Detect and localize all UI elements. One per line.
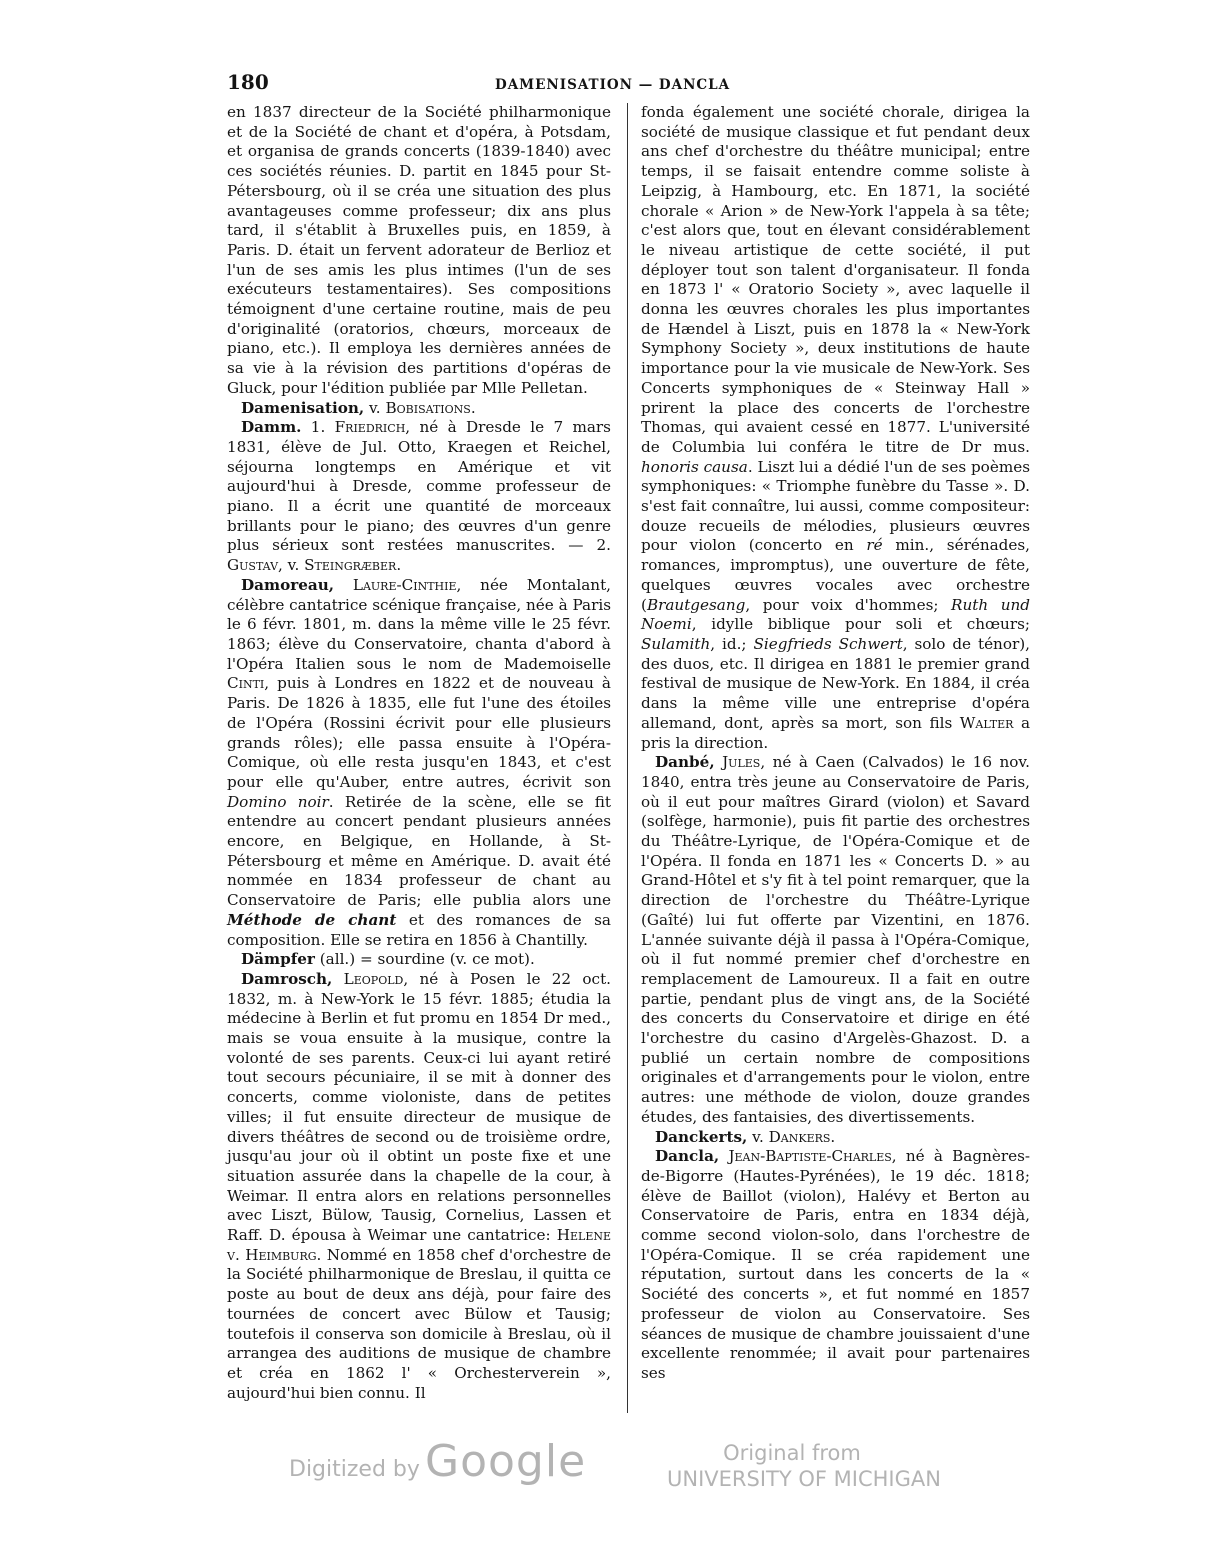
work-title: Domino noir — [227, 792, 329, 811]
person-name: Cinti — [227, 674, 265, 693]
entry-dampfer — [227, 950, 611, 970]
page-number: 180 — [227, 70, 269, 94]
musical-key: ré — [866, 536, 883, 555]
cross-reference: Dankers — [768, 1127, 831, 1146]
entry-text: , puis à Londres en 1822 et de nouveau à Paris. De 1826 à 1835, elle fut l'une des étoiles de l'Opéra (Rossini écrivit pour elle plusieurs grands rôles); elle passa ensuite à l'Opéra-Comique, où elle resta jusqu'en 1843, et c'est pour elle qu'Auber, entre autres, écrivit son — [227, 674, 611, 791]
entry-text: , né à Posen le 22 oct. 1832, m. à New-York le 15 févr. 1885; étudia la médecine à Berlin et fut promu en 1854 Dr med., mais se voua ensuite à la musique, contre la volonté de ses parents. Ceux-ci lui ayant retiré tout secours pécuniaire, il se mit à donner des concerts, comme violoniste, dans de petites villes; il fut ensuite directeur de musique de divers théâtres de second ou de troisième ordre, jusqu'au jour où il obtint un poste fixe et une situation assurée dans la chapelle de la cour, à Weimar. Il entra alors en relations personnelles avec Liszt, Bülow, Tausig, Cornelius, Lassen et Raff. D. épousa à Weimar une cantatrice: — [227, 969, 611, 1245]
digitized-by-text: Digitized by — [289, 1457, 420, 1482]
entry-text: min., sérénades, romances, impromptus), une ouverture de fête, quelques œuvres vocales avec orchestre ( — [641, 536, 1030, 614]
column-rule — [627, 103, 628, 1413]
latin-phrase: honoris causa — [641, 457, 748, 476]
original-from-text: Original from — [723, 1441, 861, 1465]
work-title: Méthode de chant — [227, 910, 397, 929]
entry-text: 1. — [301, 418, 335, 437]
entry-text: . — [470, 398, 476, 417]
work-title: Siegfrieds Schwert — [753, 634, 903, 653]
person-name: Friedrich — [334, 418, 406, 437]
entry-text: . Nommé en 1858 chef d'orchestre de la Société philharmonique de Breslau, il quitta ce poste au bout de deux ans déjà, pour faire des tournées de concert avec Bülow et Tausig; toutefois il conserva son domicile à Breslau, où il arrangea des auditions de musique de chambre et créa en 1862 l' « Orchesterverein », aujourd'hui bien connu. Il — [227, 1245, 612, 1402]
entry-text — [715, 753, 722, 771]
headword: Dancla, — [655, 1147, 720, 1166]
headword: Damenisation, — [241, 398, 365, 417]
entry-text: , pour voix d'hommes; — [745, 595, 952, 614]
paragraph-continuation — [641, 103, 1030, 753]
entry-text: , idylle biblique pour soli et chœurs; — [691, 615, 1030, 634]
entry-danbe — [641, 753, 1030, 1127]
work-title: Ruth und Noemi — [641, 595, 1030, 634]
entry-text: . Liszt lui a dédié l'un de ses poèmes symphoniques: « Triomphe funèbre du Tasse ». D. s'est fait connaître, lui aussi, comme compositeur: douze recueils de mélodies, plusieurs œuvres pour violon (concerto en — [641, 457, 1031, 555]
entry-text: . Retirée de la scène, elle se fit entendre au concert pendant plusieurs années encore, en Belgique, en Hollande, à St-Pétersbourg et même en Amérique. D. avait été nommée en 1834 professeur de chant au Conservatoire de Paris; elle publia alors une — [227, 792, 612, 910]
person-name: Gustav — [227, 556, 279, 575]
entry-text: et des romances de sa composition. Elle se retira en 1856 à Chantilly. — [227, 910, 611, 949]
entry-text: , né à Bagnères-de-Bigorre (Hautes-Pyrénées), le 19 déc. 1818; élève de Baillot (violon), Halévy et Berton au Conservatoire de Paris, entra en 1834 déjà, comme second violon-solo, dans l'orchestre de l'Opéra-Comique. Il se créa rapidement une réputation, surtout dans les concerts de la « Société des concerts », et fut nommé en 1857 professeur de violon au Conservatoire. Ses séances de musique de chambre jouissaient d'une excellente renommée; il avait pour partenaires ses — [641, 1147, 1031, 1382]
entry-text: . — [830, 1127, 836, 1146]
entry-text: , v. — [278, 556, 305, 575]
entry-text: , solo de ténor), des duos, etc. Il dirigea en 1881 le premier grand festival de musique de New-York. En 1884, il créa dans la même ville une entreprise d'opéra allemand, dont, après sa mort, son fils — [641, 634, 1030, 732]
headword: Dämpfer — [241, 950, 315, 969]
entry-damm — [227, 418, 611, 576]
entry-danckerts — [641, 1128, 1030, 1148]
paragraph-continuation: en 1837 directeur de la Société philharmonique et de la Société de chant et d'opéra, à Potsdam, et organisa de grands concerts (1839-1840) avec ces sociétés réunies. D. partit en 1845 pour St-Pétersbourg, où il se créa une situation des plus avantageuses comme professeur; dix ans plus tard, il s'établit à Bruxelles puis, en 1859, à Paris. D. était un fervent adorateur de Berlioz et l'un de ses amis les plus intimes (l'un de ses exécuteurs testamentaires). Ses compositions témoignent d'une certaine routine, mais de peu d'originalité (oratorios, chœurs, morceaux de piano, etc.). Il employa les dernières années de sa vie à la révision des partitions d'opéras de Gluck, pour l'édition publiée par Mlle Pelletan. — [227, 103, 611, 397]
entry-damenisation — [227, 399, 611, 419]
digitized-by-watermark — [289, 1436, 586, 1487]
person-name: Helene v. Heimburg — [227, 1226, 611, 1264]
entry-text — [334, 576, 353, 594]
google-logo-text: Google — [425, 1436, 587, 1487]
person-name: Jules — [722, 753, 761, 772]
headword: Damm. — [241, 418, 302, 437]
left-column — [227, 103, 611, 1403]
original-from-watermark — [667, 1440, 941, 1492]
person-name: Walter — [959, 713, 1014, 732]
entry-text: , née Montalant, célèbre cantatrice scénique française, née à Paris le 6 févr. 1801, m. dans la même ville le 25 févr. 1863; élève du Conservatoire, chanta d'abord à l'Opéra Italien sous le nom de Mademoiselle — [227, 575, 612, 673]
headword: Damrosch, — [241, 969, 333, 988]
entry-text: , id.; — [710, 634, 754, 653]
entry-text: fonda également une société chorale, dirigea la société de musique classique et fut pendant deux ans chef d'orchestre du théâtre municipal; entre temps, il se faisait entendre comme soliste à Leipzig, à Hambourg, etc. En 1871, la société chorale « Arion » de New-York l'appela à sa tête; c'est alors que, tout en élevant considérablement le niveau artistique de cette société, il put déployer tout son talent d'organisateur. Il fonda en 1873 l' « Oratorio Society », avec laquelle il donna les œuvres chorales les plus importantes de Hændel à Liszt, puis en 1878 la « New-York Symphony Society », deux institutions de haute importance pour la vie musicale de New-York. Ses Concerts symphoniques de « Steinway Hall » prirent la place des concerts de l'orchestre Thomas, qui avaient cessé en 1877. L'université de Columbia lui conféra le titre de Dr mus. — [641, 103, 1030, 456]
person-name: Laure-Cinthie — [352, 575, 457, 594]
university-text: UNIVERSITY OF MICHIGAN — [667, 1467, 941, 1491]
work-title: Brautgesang — [646, 595, 746, 614]
person-name: Leopold — [343, 969, 404, 988]
entry-text: , né à Caen (Calvados) le 16 nov. 1840, entra très jeune au Conservatoire de Paris, où il eut pour maîtres Girard (violon) et Savard (solfège, harmonie), puis fit partie des orchestres du Théâtre-Lyrique, de l'Opéra-Comique et de l'Opéra. Il fonda en 1871 les « Concerts D. » au Grand-Hôtel et s'y fit à tel point remarquer, que la direction de l'orchestre du Théâtre-Lyrique (Gaîté) lui fut offerte par Vizentini, en 1876. L'année suivante déjà il passa à l'Opéra-Comique, où il fut nommé premier chef d'orchestre en remplacement de Lamoureux. Il a fait en outre partie, pendant plus de vingt ans, de la Société des concerts du Conservatoire et dirige en été l'orchestre du casino d'Argelès-Ghazost. D. a publié un certain nombre de compositions originales et d'arrangements pour le violon, entre autres: une méthode de violon, douze grandes études, des fantaisies, des divertissements. — [641, 753, 1030, 1126]
headword: Danckerts, — [655, 1127, 748, 1146]
entry-text: (all.) = sourdine (v. ce mot). — [314, 950, 535, 969]
headword: Danbé, — [655, 753, 715, 772]
cross-reference: Bobisations — [385, 398, 471, 417]
work-title: Sulamith — [641, 634, 711, 653]
entry-text: , né à Dresde le 7 mars 1831, élève de Jul. Otto, Kraegen et Reichel, séjourna longtemps en Amérique et vit aujourd'hui à Dresde, comme professeur de piano. Il a écrit une quantité de morceaux brillants pour le piano; des œuvres d'un genre plus sérieux sont restées manuscrites. — 2. — [227, 418, 611, 555]
right-column — [641, 103, 1030, 1384]
entry-damoreau — [227, 576, 611, 950]
headword: Damoreau, — [241, 575, 335, 594]
entry-dancla — [641, 1147, 1030, 1383]
entry-text: . — [396, 556, 402, 575]
entry-text: v. — [364, 398, 386, 417]
entry-damrosch — [227, 970, 611, 1403]
cross-reference: Steingræber — [304, 556, 397, 575]
running-head: DAMENISATION — DANCLA — [495, 77, 731, 93]
entry-text: a pris la direction. — [641, 713, 1030, 752]
person-name: Jean-Baptiste-Charles — [728, 1147, 892, 1166]
entry-text: v. — [747, 1127, 769, 1146]
entry-text — [332, 970, 343, 988]
